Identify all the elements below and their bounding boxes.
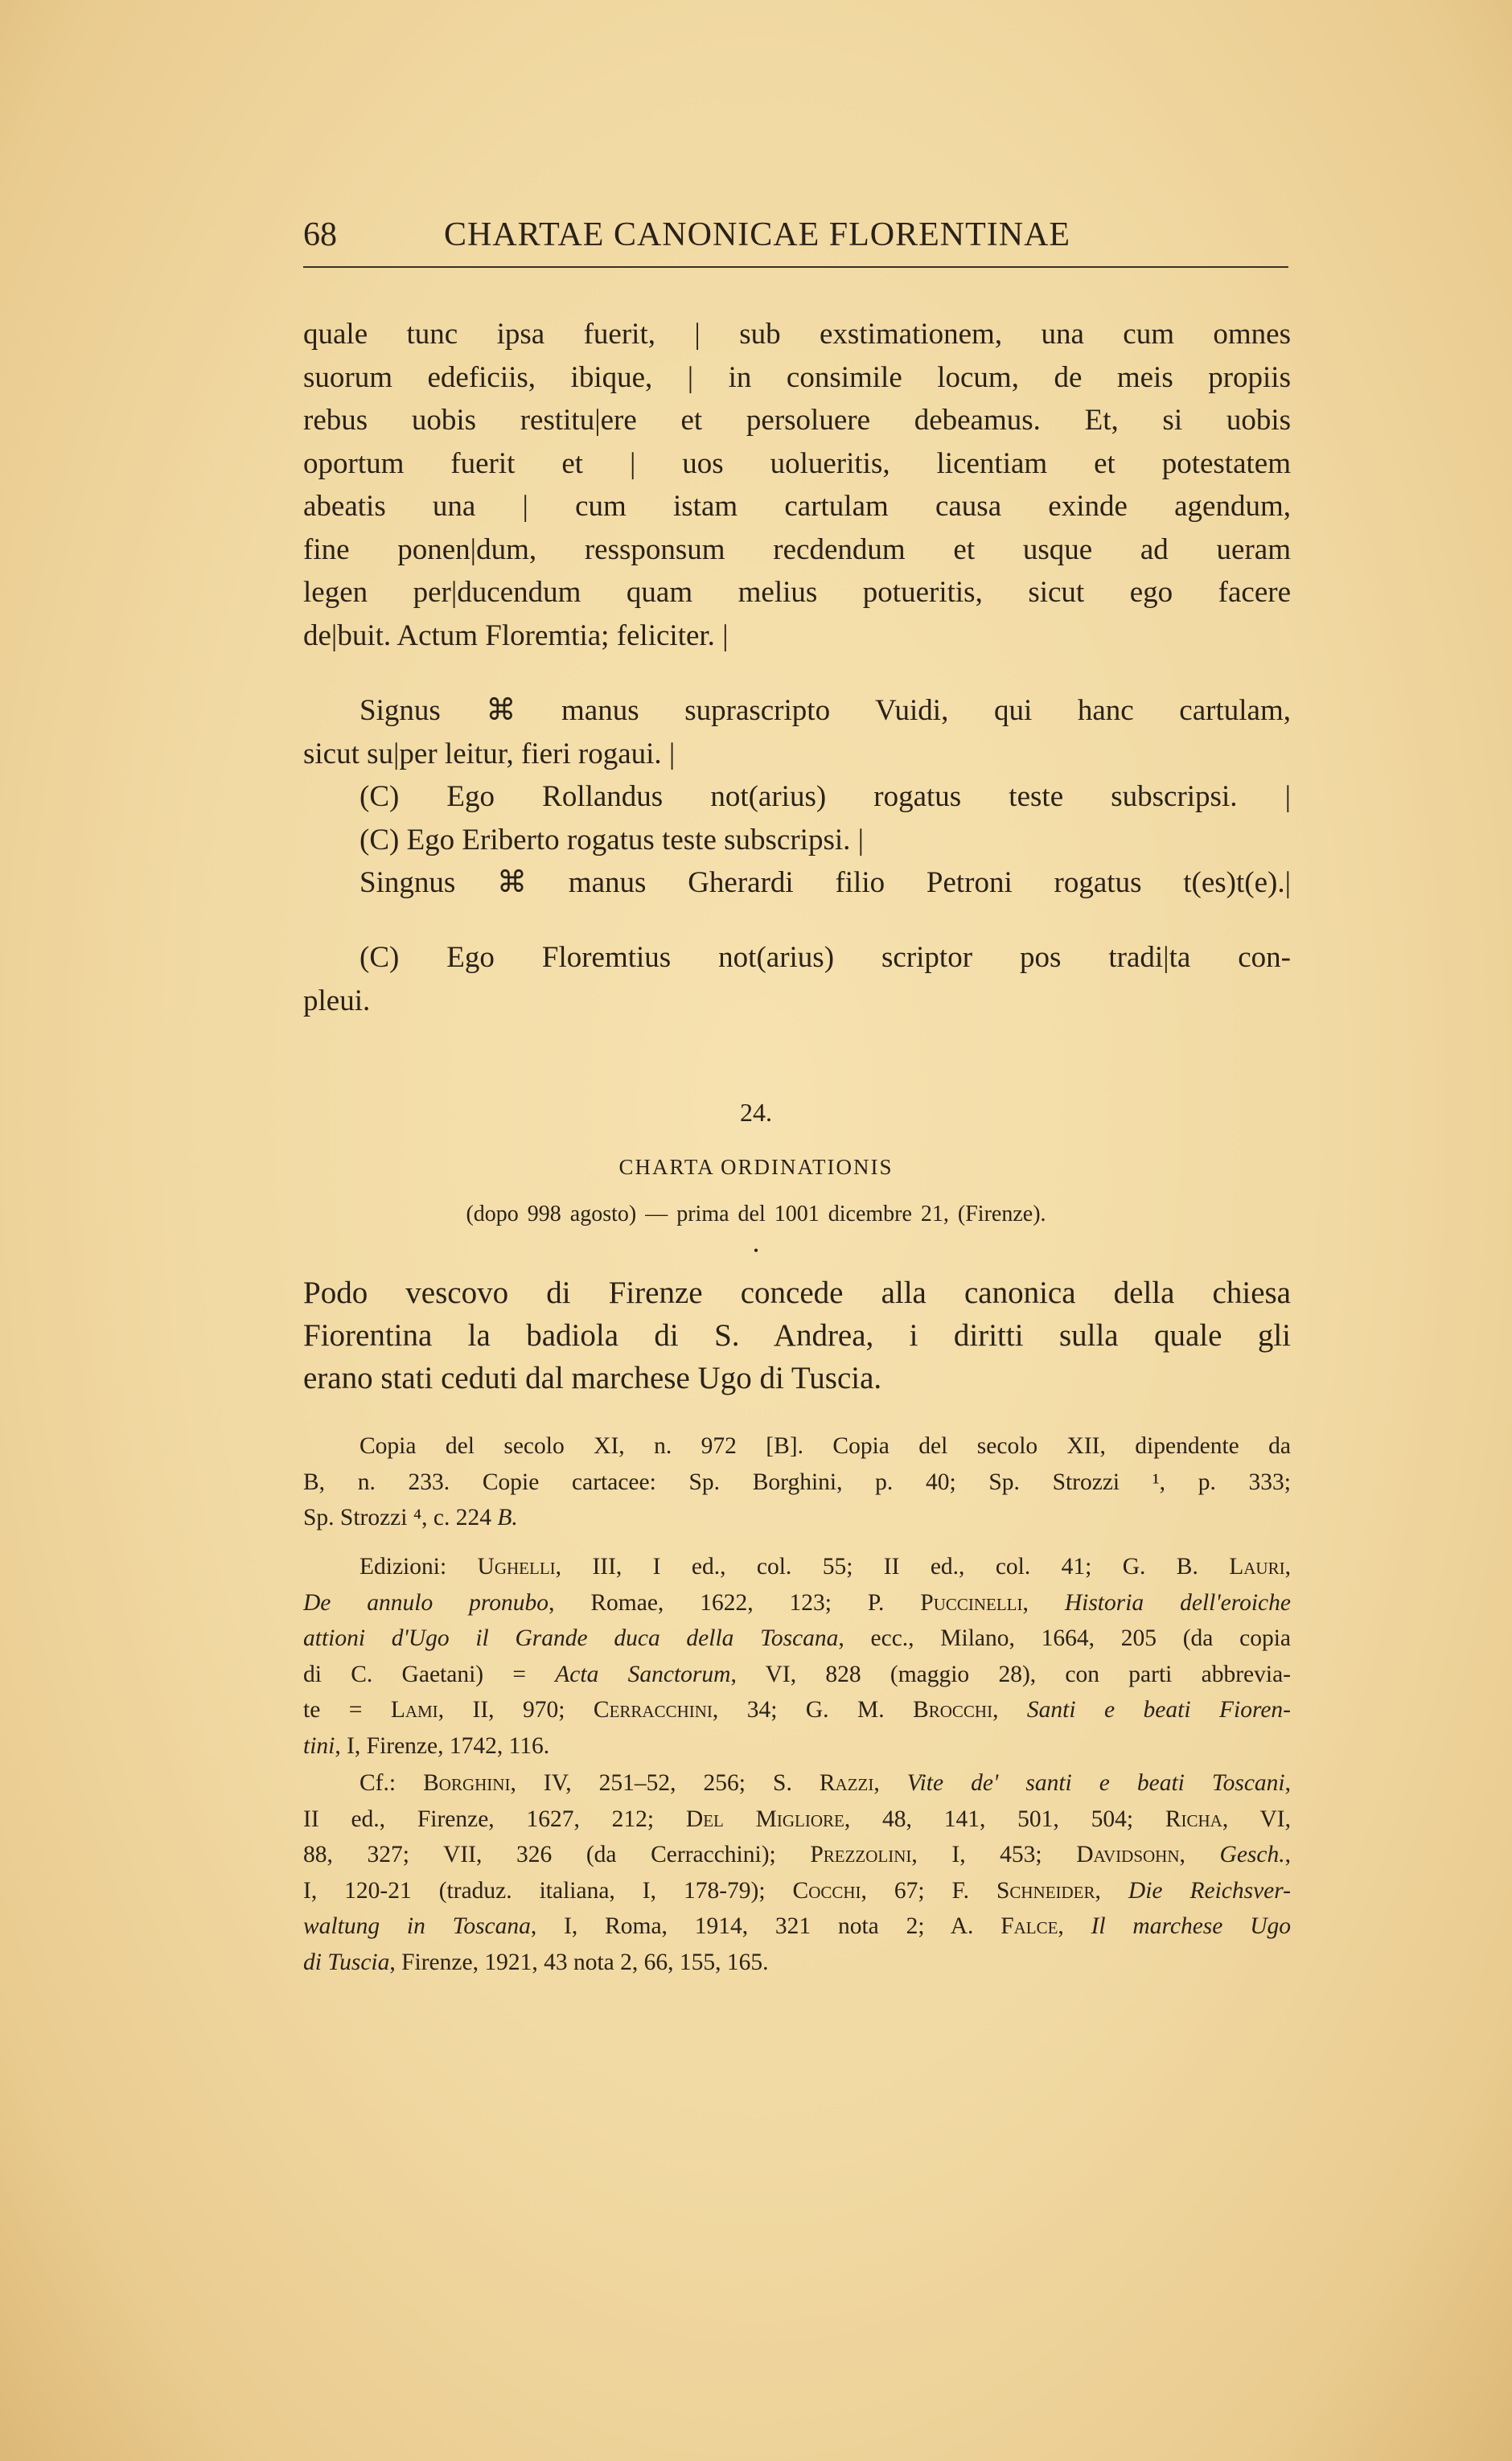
text-segment: sicut su|per leitur, fieri rogaui. | xyxy=(303,737,676,770)
text-segment: Edizioni: xyxy=(360,1554,478,1580)
author-name: Schneider xyxy=(996,1877,1095,1904)
text-line xyxy=(303,1945,1291,1981)
text-segment: Sp. Strozzi ⁴, c. 224 xyxy=(303,1505,498,1531)
text-segment: fine ponen|dum, ressponsum recdendum et usque ad ueram xyxy=(303,532,1291,566)
header-rule xyxy=(303,266,1288,268)
document-number: 24. xyxy=(740,1098,772,1127)
note-tradition xyxy=(303,1428,1291,1536)
text-segment: , VI, 828 (maggio 28), con parti abbrevia- xyxy=(730,1661,1291,1687)
note-editions xyxy=(303,1549,1291,1765)
text-segment: , 67; F. xyxy=(861,1877,996,1904)
text-segment: , IV, 251–52, 256; S. xyxy=(510,1770,820,1796)
text-segment: Cf.: xyxy=(360,1770,424,1796)
italic-title: Acta Sanctorum xyxy=(555,1661,731,1687)
text-segment: , xyxy=(1058,1913,1091,1940)
text-line xyxy=(303,1837,1291,1873)
text-line xyxy=(303,1692,1291,1728)
note-references xyxy=(303,1765,1291,1981)
signatures-block xyxy=(303,689,1291,905)
text-line xyxy=(303,614,1291,658)
author-name: Lauri xyxy=(1229,1554,1285,1580)
text-segment: , I, 453; xyxy=(911,1842,1077,1868)
italic-title: waltung in Toscana xyxy=(303,1913,531,1940)
italic-title: tini xyxy=(303,1732,335,1759)
text-segment: , xyxy=(1284,1770,1291,1796)
italic-title: attioni d'Ugo il Grande duca della Toscana xyxy=(303,1625,839,1652)
text-line xyxy=(303,1873,1291,1909)
text-segment: Copia del secolo XI, n. 972 [B]. Copia del secolo XII, dipendente da xyxy=(360,1433,1291,1459)
author-name: Razzi xyxy=(819,1770,874,1796)
text-segment: quale tunc ipsa fuerit, | sub exstimationem, una cum omnes xyxy=(303,318,1291,351)
text-segment: legen per|ducendum quam melius potueritis, sicut ego facere xyxy=(303,576,1291,609)
text-segment: , Romae, 1622, 123; P. xyxy=(549,1589,921,1616)
text-segment: Singnus ⌘ manus Gherardi filio Petroni rogatus t(es)t(e).| xyxy=(360,866,1291,899)
italic-title: Santi e beati Fioren- xyxy=(1026,1697,1291,1724)
text-segment: (C) Ego Eriberto rogatus teste subscripsi. | xyxy=(360,823,865,857)
running-title: CHARTAE CANONICAE FLORENTINAE xyxy=(444,216,1071,253)
text-segment: Podo vescovo di Firenze concede alla canonica della chiesa xyxy=(303,1276,1291,1310)
italic-title: Gesch. xyxy=(1219,1842,1285,1868)
author-name: Lami xyxy=(390,1697,438,1724)
text-line xyxy=(303,1728,1291,1765)
text-segment: , xyxy=(1179,1842,1220,1868)
text-line xyxy=(303,1549,1291,1585)
text-segment: , xyxy=(1284,1554,1291,1580)
text-line xyxy=(303,356,1291,400)
text-segment: B, n. 233. Copie cartacee: Sp. Borghini, p. 40; Sp. Strozzi ¹, p. 333; xyxy=(303,1469,1291,1495)
text-line xyxy=(303,528,1291,572)
charter-text-paragraph xyxy=(303,313,1291,657)
text-segment: , VI, xyxy=(1222,1806,1291,1832)
text-segment: , 34; G. M. xyxy=(712,1697,914,1724)
text-segment: , II, 970; xyxy=(438,1697,594,1724)
text-segment: erano stati ceduti dal marchese Ugo di Tuscia. xyxy=(303,1361,882,1395)
author-name: Davidsohn xyxy=(1076,1842,1180,1868)
text-segment: , xyxy=(1095,1877,1128,1904)
italic-title: B. xyxy=(497,1505,518,1531)
text-segment: te = xyxy=(303,1697,391,1724)
italic-title: Vite de' santi e beati Toscani xyxy=(906,1770,1285,1796)
text-line xyxy=(303,1765,1291,1802)
text-segment: , xyxy=(1284,1842,1291,1868)
text-line xyxy=(303,1908,1291,1945)
text-segment: oportum fuerit et | uos uolueritis, licentiam et potestatem xyxy=(303,446,1291,480)
text-line xyxy=(303,1585,1291,1621)
text-line xyxy=(303,442,1291,486)
text-line xyxy=(303,1357,1291,1399)
document-title: CHARTA ORDINATIONIS xyxy=(618,1155,894,1179)
text-segment: , I, Firenze, 1742, 116. xyxy=(335,1732,550,1759)
text-segment: (C) Ego Rollandus not(arius) rogatus teste subscripsi. | xyxy=(360,780,1291,813)
author-name: Brocchi xyxy=(913,1697,993,1724)
text-segment: , 48, 141, 501, 504; xyxy=(844,1806,1165,1832)
text-line xyxy=(303,1272,1291,1314)
text-segment: (C) Ego Floremtius not(arius) scriptor pos tradi|ta con- xyxy=(360,941,1291,974)
text-line xyxy=(303,571,1291,614)
text-line xyxy=(303,733,1291,776)
text-segment: suorum edeficiis, ibique, | in consimile locum, de meis propiis xyxy=(303,360,1291,394)
text-segment: rebus uobis restitu|ere et persoluere debeamus. Et, si uobis xyxy=(303,404,1291,437)
text-segment: , Firenze, 1921, 43 nota 2, 66, 155, 165. xyxy=(389,1949,769,1975)
italic-title: Historia dell'eroiche xyxy=(1064,1589,1291,1616)
ornament-mark: • xyxy=(753,1243,759,1259)
text-line xyxy=(303,689,1291,733)
text-segment: abeatis una | cum istam cartulam causa exinde agendum, xyxy=(303,490,1291,523)
text-line xyxy=(303,980,1291,1023)
text-segment: I, 120-21 (traduz. italiana, I, 178-79); xyxy=(303,1877,793,1904)
text-line xyxy=(303,1500,1291,1536)
notary-completion xyxy=(303,936,1291,1022)
text-segment: 88, 327; VII, 326 (da Cerracchini); xyxy=(303,1842,811,1868)
author-name: Borghini xyxy=(423,1770,511,1796)
author-name: Puccinelli xyxy=(920,1589,1023,1616)
text-segment: , III, I ed., col. 55; II ed., col. 41; G. B. xyxy=(555,1554,1230,1580)
text-segment: II ed., Firenze, 1627, 212; xyxy=(303,1806,686,1832)
text-line xyxy=(303,1428,1291,1465)
text-segment: , ecc., Milano, 1664, 205 (da copia xyxy=(838,1625,1291,1652)
text-line xyxy=(303,399,1291,442)
author-name: Prezzolini xyxy=(810,1842,912,1868)
text-line xyxy=(303,1621,1291,1657)
text-segment: pleui. xyxy=(303,984,371,1017)
text-segment: , xyxy=(992,1697,1027,1724)
author-name: Cocchi xyxy=(792,1877,861,1904)
text-line xyxy=(303,1314,1291,1357)
text-segment: Fiorentina la badiola di S. Andrea, i diritti sulla quale gli xyxy=(303,1318,1291,1353)
author-name: Cerracchini xyxy=(593,1697,713,1724)
text-line xyxy=(303,819,1291,862)
author-name: Ughelli xyxy=(477,1554,556,1580)
text-segment: de|buit. Actum Floremtia; feliciter. | xyxy=(303,618,729,652)
text-line xyxy=(303,936,1291,980)
italic-title: Die Reichsver- xyxy=(1128,1877,1291,1904)
text-segment: Signus ⌘ manus suprascripto Vuidi, qui hanc cartulam, xyxy=(360,694,1291,727)
text-line xyxy=(303,1465,1291,1501)
italic-title: De annulo pronubo xyxy=(303,1589,549,1616)
text-segment: , xyxy=(1022,1589,1065,1616)
text-line xyxy=(303,313,1291,356)
italic-title: di Tuscia xyxy=(303,1949,390,1975)
author-name: Del Migliore xyxy=(685,1806,844,1832)
text-segment: , I, Roma, 1914, 321 nota 2; A. xyxy=(530,1913,1001,1940)
document-dating: (dopo 998 agosto) — prima del 1001 dicembre 21, (Firenze). xyxy=(466,1202,1046,1226)
text-line xyxy=(303,485,1291,528)
text-segment: , xyxy=(873,1770,907,1796)
text-line xyxy=(303,775,1291,819)
text-line xyxy=(303,861,1291,905)
author-name: Falce xyxy=(1000,1913,1058,1940)
text-line xyxy=(303,1802,1291,1838)
text-segment: di C. Gaetani) = xyxy=(303,1661,556,1687)
regesto-summary xyxy=(303,1272,1291,1399)
text-line xyxy=(303,1657,1291,1693)
page-number: 68 xyxy=(303,216,337,253)
author-name: Richa xyxy=(1165,1806,1222,1832)
italic-title: Il marchese Ugo xyxy=(1091,1913,1291,1940)
